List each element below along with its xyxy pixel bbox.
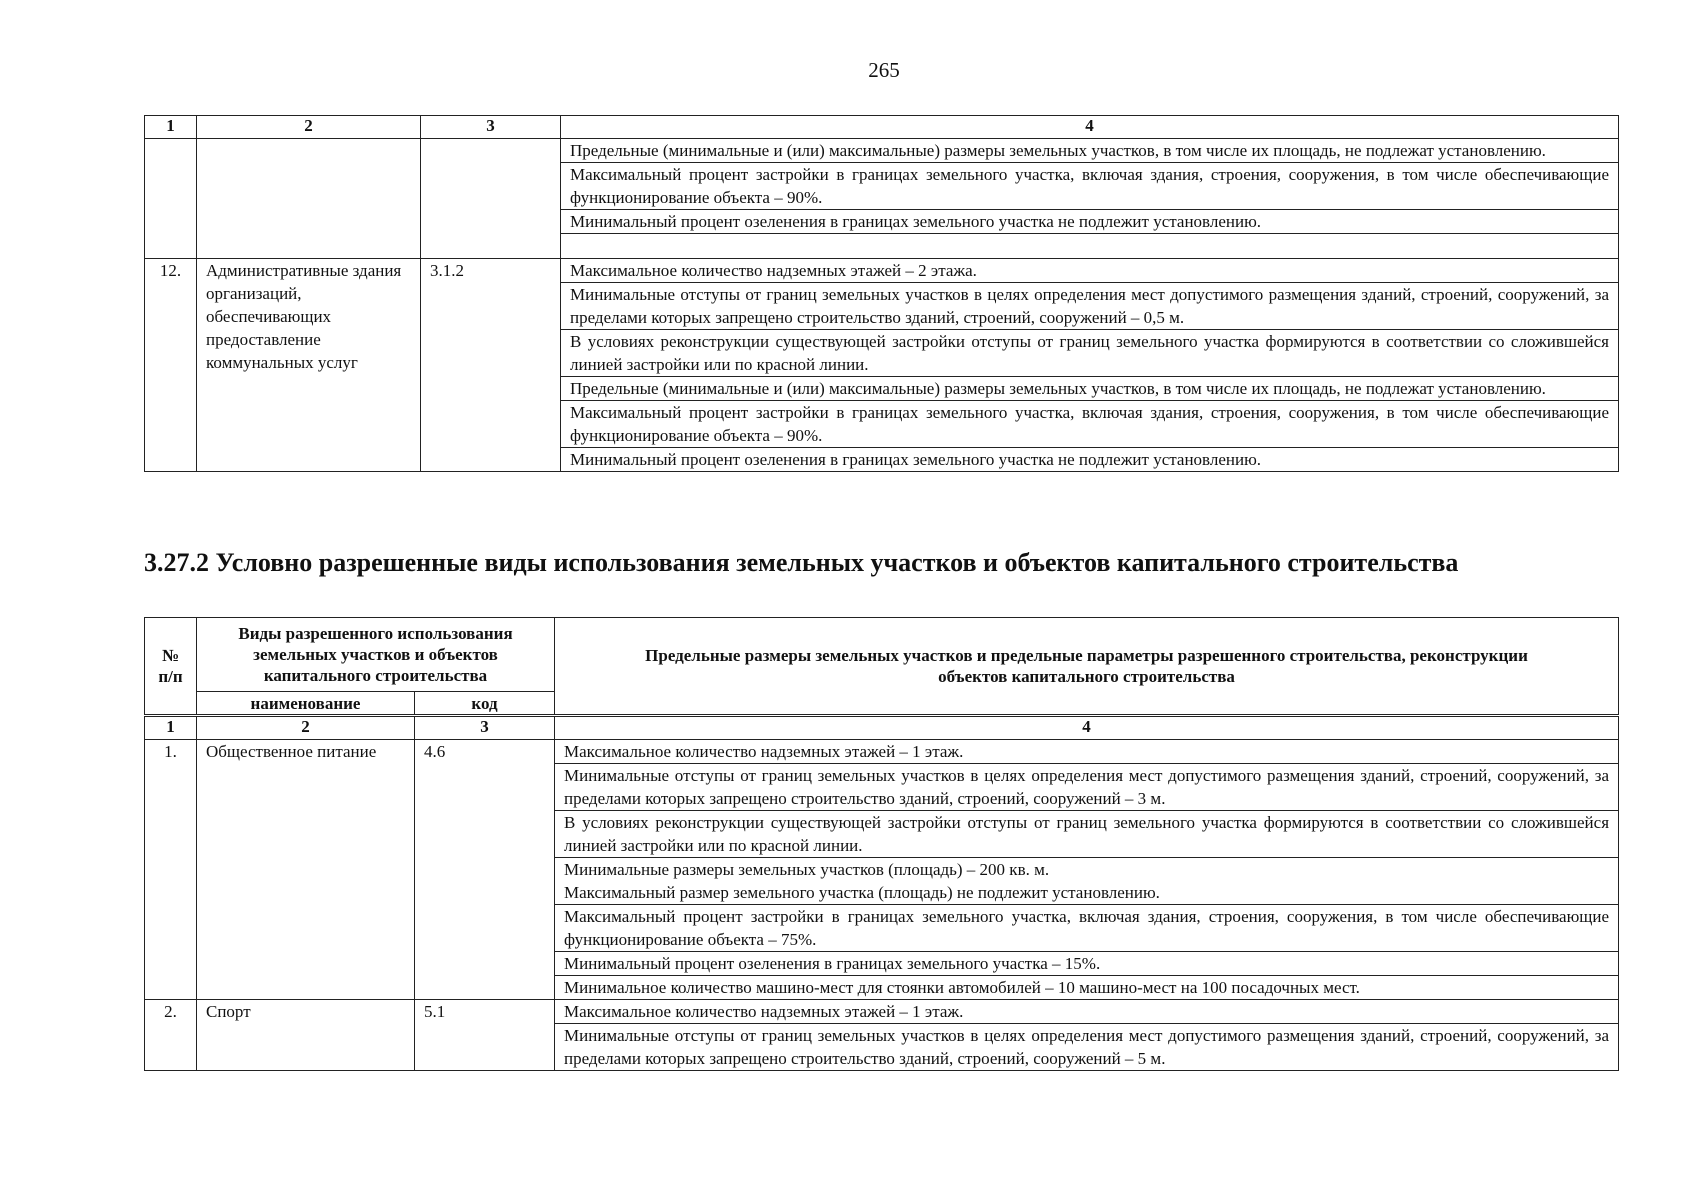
col-number: 1 <box>145 116 197 139</box>
column-number-row <box>145 716 1619 740</box>
row-number: 12. <box>145 259 197 472</box>
param-cell: Минимальный процент озеленения в границах земельного участка – 15%. <box>555 952 1619 976</box>
table-row <box>145 740 1619 764</box>
param-line: Максимальный размер земельного участка (площадь) не подлежит установлению. <box>564 883 1160 902</box>
param-cell: Максимальное количество надземных этажей – 1 этаж. <box>555 1000 1619 1024</box>
row-number-cell <box>145 139 197 259</box>
table-row <box>145 259 1619 283</box>
row-name: Спорт <box>197 1000 415 1071</box>
conditional-use-table <box>144 617 1619 1071</box>
param-cell: Предельные (минимальные и (или) максимальные) размеры земельных участков, в том числе их площадь, не подлежат установлению. <box>561 139 1619 163</box>
header-params: Предельные размеры земельных участков и предельные параметры разрешенного строительства, реконструкции объектов капитального строительства <box>555 618 1619 716</box>
row-code: 3.1.2 <box>421 259 561 472</box>
param-cell: Минимальные отступы от границ земельных участков в целях определения мест допустимого размещения зданий, строений, сооружений, за пределами которых запрещено строительство зданий, строений, сооружений – 5 м. <box>555 1024 1619 1071</box>
header-num: № п/п <box>145 618 197 716</box>
header-code: код <box>415 692 555 716</box>
row-name-cell <box>197 139 421 259</box>
col-number: 2 <box>197 716 415 740</box>
row-name: Общественное питание <box>197 740 415 1000</box>
param-cell <box>555 858 1619 905</box>
col-number: 3 <box>421 116 561 139</box>
header-name: наименование <box>197 692 415 716</box>
param-cell: В условиях реконструкции существующей застройки отступы от границ земельного участка формируются в соответствии со сложившейся линией застройки или по красной линии. <box>555 811 1619 858</box>
param-cell: В условиях реконструкции существующей застройки отступы от границ земельного участка формируются в соответствии со сложившейся линией застройки или по красной линии. <box>561 330 1619 377</box>
row-name: Административные здания организаций, обеспечивающих предоставление коммунальных услуг <box>197 259 421 472</box>
param-line: Минимальные размеры земельных участков (площадь) – 200 кв. м. <box>564 860 1050 879</box>
header-kinds: Виды разрешенного использования земельных участков и объектов капитального строительства <box>197 618 555 692</box>
param-cell: Максимальное количество надземных этажей – 2 этажа. <box>561 259 1619 283</box>
row-code: 5.1 <box>415 1000 555 1071</box>
col-number: 2 <box>197 116 421 139</box>
continuation-table <box>144 115 1619 472</box>
param-cell: Максимальный процент застройки в границах земельного участка, включая здания, строения, сооружения, в том числе обеспечивающие функционирование объекта – 90%. <box>561 401 1619 448</box>
param-cell: Минимальное количество машино-мест для стоянки автомобилей – 10 машино-мест на 100 посадочных мест. <box>555 976 1619 1000</box>
param-cell: Минимальные отступы от границ земельных участков в целях определения мест допустимого размещения зданий, строений, сооружений, за пределами которых запрещено строительство зданий, строений, сооружений – 3 м. <box>555 764 1619 811</box>
col-number: 1 <box>145 716 197 740</box>
table-row <box>145 1000 1619 1024</box>
param-cell: Максимальный процент застройки в границах земельного участка, включая здания, строения, сооружения, в том числе обеспечивающие функционирование объекта – 75%. <box>555 905 1619 952</box>
col-number: 4 <box>561 116 1619 139</box>
table-row <box>145 139 1619 163</box>
row-number: 2. <box>145 1000 197 1071</box>
empty-param-cell <box>561 234 1619 259</box>
param-cell: Максимальный процент застройки в границах земельного участка, включая здания, строения, сооружения, в том числе обеспечивающие функционирование объекта – 90%. <box>561 163 1619 210</box>
page-number: 265 <box>868 58 900 82</box>
param-cell: Минимальный процент озеленения в границах земельного участка не подлежит установлению. <box>561 210 1619 234</box>
param-cell: Минимальные отступы от границ земельных участков в целях определения мест допустимого размещения зданий, строений, сооружений, за пределами которых запрещено строительство зданий, строений, сооружений – 0,5 м. <box>561 283 1619 330</box>
table-header-row <box>145 618 1619 692</box>
row-number: 1. <box>145 740 197 1000</box>
col-number: 4 <box>555 716 1619 740</box>
section-heading: 3.27.2 Условно разрешенные виды использования земельных участков и объектов капитального строительства <box>144 548 1459 577</box>
param-cell: Минимальный процент озеленения в границах земельного участка не подлежит установлению. <box>561 448 1619 472</box>
param-cell: Максимальное количество надземных этажей – 1 этаж. <box>555 740 1619 764</box>
row-code-cell <box>421 139 561 259</box>
column-number-row <box>145 116 1619 139</box>
col-number: 3 <box>415 716 555 740</box>
param-cell: Предельные (минимальные и (или) максимальные) размеры земельных участков, в том числе их площадь, не подлежат установлению. <box>561 377 1619 401</box>
row-code: 4.6 <box>415 740 555 1000</box>
